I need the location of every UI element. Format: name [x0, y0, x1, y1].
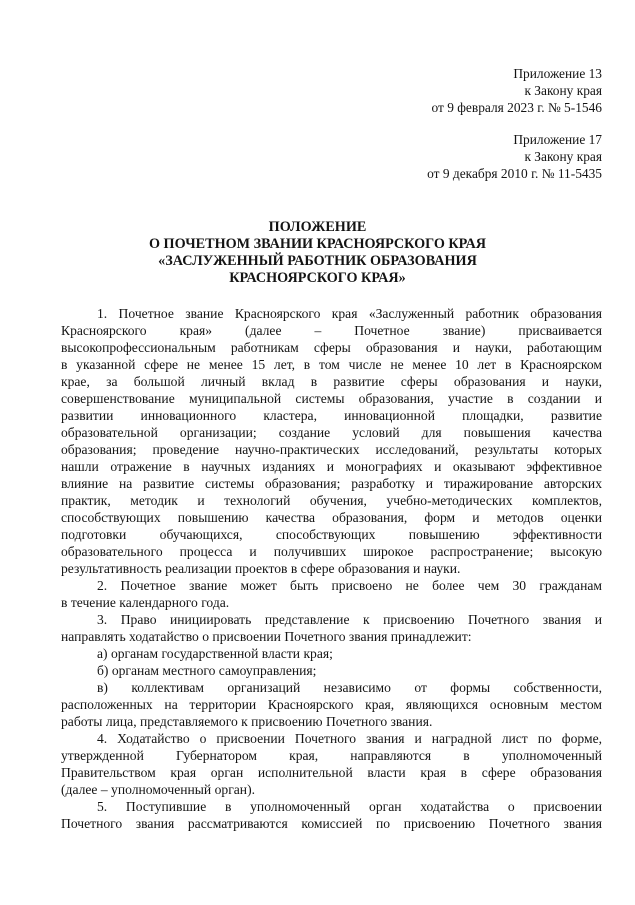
paragraph-line: практик, методик и технологий обучения, учебно-методических комплектов, — [61, 493, 602, 508]
paragraph-line: 1. Почетное звание Красноярского края «Заслуженный работник образования — [97, 306, 602, 321]
paragraph-line: подготовки обучающихся, способствующих повышению эффективности — [61, 527, 602, 542]
title-line4: КРАСНОЯРСКОГО КРАЯ» — [229, 270, 406, 286]
paragraph-line: образовательного процесса и получивших широкое распространение; высокую — [61, 544, 602, 559]
paragraph-line: 3. Право инициировать представление к присвоению Почетного звания и — [97, 612, 602, 627]
paragraph-line: направлять ходатайство о присвоении Почетного звания принадлежит: — [61, 629, 472, 644]
paragraph-3 — [61, 611, 602, 645]
paragraph-line: Красноярского края» (далее – Почетное звание) присваивается — [61, 323, 602, 338]
title-line2: О ПОЧЕТНОМ ЗВАНИИ КРАСНОЯРСКОГО КРАЯ — [148, 236, 487, 252]
appendix-17-line1: Приложение 17 — [513, 132, 602, 147]
document-body — [61, 305, 602, 832]
paragraph-2 — [61, 577, 602, 611]
title-line3: «ЗАСЛУЖЕННЫЙ РАБОТНИК ОБРАЗОВАНИЯ — [158, 253, 477, 269]
title-line1: ПОЛОЖЕНИЕ — [268, 219, 367, 235]
appendix-17-header — [427, 131, 602, 182]
paragraph-line: б) органам местного самоуправления; — [97, 663, 317, 678]
paragraph-line: результативность реализации проектов в сфере образования и науки. — [61, 561, 461, 576]
paragraph-line: расположенных на территории Красноярского края, являющихся основным местом — [61, 697, 602, 712]
paragraph-line: Правительством края орган исполнительной власти края в сфере образования — [61, 765, 602, 780]
paragraph-line: способствующих повышению качества образования, форм и методов оценки — [61, 510, 602, 525]
appendix-17-line3: от 9 декабря 2010 г. № 11-5435 — [427, 166, 602, 181]
paragraph-line: совершенствование муниципальной системы образования, участие в создании и — [61, 391, 602, 406]
appendix-13-line1: Приложение 13 — [513, 66, 602, 81]
paragraph-line: образовательной организации; создание условий для повышения качества — [61, 425, 602, 440]
paragraph-line: утвержденной Губернатором края, направляются в уполномоченный — [61, 748, 602, 763]
paragraph-3b — [61, 662, 602, 679]
paragraph-line: влияние на развитие системы образования; разработку и тиражирование авторских — [61, 476, 602, 491]
paragraph-4 — [61, 730, 602, 798]
paragraph-5 — [61, 798, 602, 832]
paragraph-line: в указанной сфере не менее 15 лет, в том числе не менее 10 лет в Красноярском — [61, 357, 602, 372]
paragraph-3a — [61, 645, 602, 662]
paragraph-1 — [61, 305, 602, 577]
paragraph-line: Почетного звания рассматриваются комиссией по присвоению Почетного звания — [61, 816, 602, 831]
paragraph-line: работы лица, представляемого к присвоению Почетного звания. — [61, 714, 433, 729]
appendix-13-line3: от 9 февраля 2023 г. № 5-1546 — [431, 100, 602, 115]
paragraph-line: 5. Поступившие в уполномоченный орган ходатайства о присвоении — [97, 799, 602, 814]
document-title — [0, 219, 635, 287]
appendix-13-line2: к Закону края — [524, 83, 602, 98]
appendix-17-line2: к Закону края — [524, 149, 602, 164]
paragraph-line: крае, за большой личный вклад в развитие сферы образования и науки, — [61, 374, 602, 389]
paragraph-line: высокопрофессиональным работникам сферы образования и науки, работающим — [61, 340, 602, 355]
paragraph-line: в течение календарного года. — [61, 595, 230, 610]
paragraph-line: развитии инновационного кластера, инновационной площадки, развитие — [61, 408, 602, 423]
paragraph-line: 4. Ходатайство о присвоении Почетного звания и наградной лист по форме, — [97, 731, 602, 746]
appendix-13-header — [431, 65, 602, 116]
paragraph-line: (далее – уполномоченный орган). — [61, 782, 256, 797]
paragraph-line: в) коллективам организаций независимо от формы собственности, — [97, 680, 602, 695]
paragraph-line: 2. Почетное звание может быть присвоено не более чем 30 гражданам — [97, 578, 602, 593]
paragraph-line: образования; проведение научно-практических исследований, результаты которых — [61, 442, 602, 457]
paragraph-line: нашли отражение в научных изданиях и монографиях и оказывают эффективное — [61, 459, 602, 474]
paragraph-3c — [61, 679, 602, 730]
paragraph-line: а) органам государственной власти края; — [97, 646, 333, 661]
